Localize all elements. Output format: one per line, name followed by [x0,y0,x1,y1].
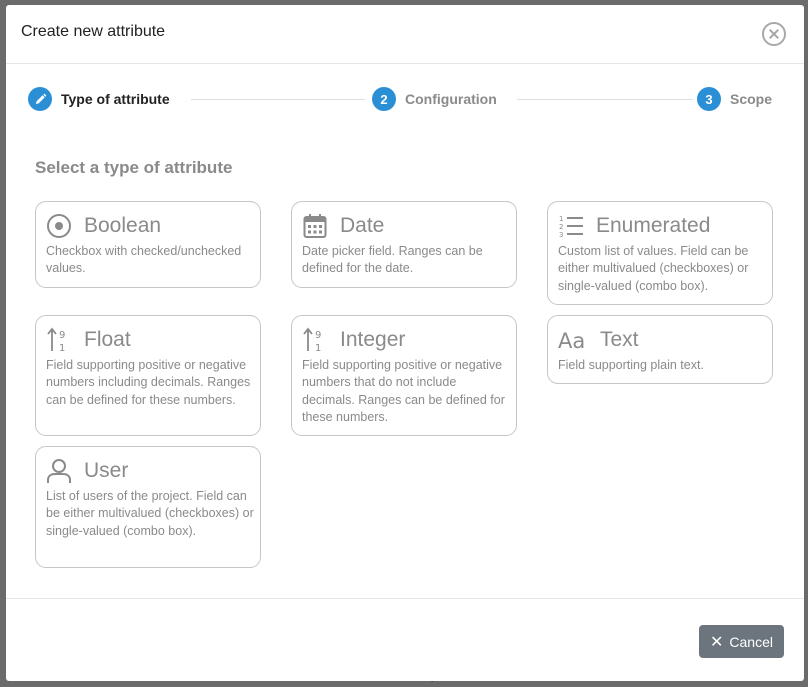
user-icon [46,458,72,484]
type-name: Integer [340,328,406,351]
step-label: Configuration [405,91,497,107]
type-description: Checkbox with checked/unchecked values. [46,244,242,276]
type-name: User [84,459,129,482]
step-number: 2 [372,87,396,111]
card-header [558,212,710,240]
close-icon[interactable] [762,22,786,46]
sort-numeric-icon [46,327,72,353]
type-name: Enumerated [596,214,711,237]
type-description: List of users of the project. Field can be either multivalued (checkboxes) or single-valued (combo box). [46,489,254,538]
pencil-icon [28,87,52,111]
svg-text:2: 2 [559,223,564,231]
type-card-user[interactable] [35,446,261,568]
type-name: Text [600,328,639,351]
cancel-button[interactable] [699,625,784,658]
type-description: Date picker field. Ranges can be defined for the date. [302,244,483,276]
radio-circle-icon [46,213,72,239]
sort-numeric-icon [302,327,328,353]
calendar-icon [302,213,328,239]
step-scope[interactable] [697,87,772,111]
cancel-label: Cancel [729,633,773,650]
dialog-header [6,5,804,64]
dialog-title: Create new attribute [21,23,166,40]
type-card-boolean[interactable] [35,201,261,288]
step-configuration[interactable] [372,87,497,111]
numbered-list-icon [558,213,584,239]
type-card-enumerated[interactable] [547,201,773,305]
type-description: Field supporting plain text. [558,358,704,372]
svg-text:Aa: Aa [558,329,586,353]
type-card-text[interactable] [547,315,773,384]
card-header [302,326,405,354]
step-label: Scope [730,91,773,107]
step-number: 3 [697,87,721,111]
card-header [558,326,639,354]
card-header [46,457,128,485]
step-connector [191,99,365,100]
type-name: Float [84,328,131,351]
svg-text:9: 9 [59,330,66,341]
create-attribute-dialog [6,5,804,681]
step-type-of-attribute[interactable] [28,87,170,111]
type-card-float[interactable] [35,315,261,436]
close-icon: ✕ [710,633,724,651]
card-header [46,326,131,354]
type-card-integer[interactable] [291,315,517,436]
card-header [46,212,161,240]
dialog-footer [6,598,804,681]
svg-text:1: 1 [315,343,322,353]
text-aa-icon [558,327,592,353]
type-name: Boolean [84,214,162,237]
step-connector [517,99,693,100]
svg-text:3: 3 [559,231,564,239]
svg-text:1: 1 [559,215,564,223]
section-title: Select a type of attribute [35,158,233,177]
svg-text:9: 9 [315,330,322,341]
step-label: Type of attribute [61,91,170,107]
svg-text:1: 1 [59,343,66,353]
wizard-stepper [28,87,778,113]
type-description: Field supporting positive or negative numbers that do not include decimals. Ranges can be defined for these numbers. [302,358,505,424]
type-description: Field supporting positive or negative numbers including decimals. Ranges can be defined for these numbers. [46,358,251,407]
card-header [302,212,384,240]
type-description: Custom list of values. Field can be either multivalued (checkboxes) or single-valued (combo box). [558,244,749,293]
type-name: Date [340,214,385,237]
type-card-date[interactable] [291,201,517,288]
